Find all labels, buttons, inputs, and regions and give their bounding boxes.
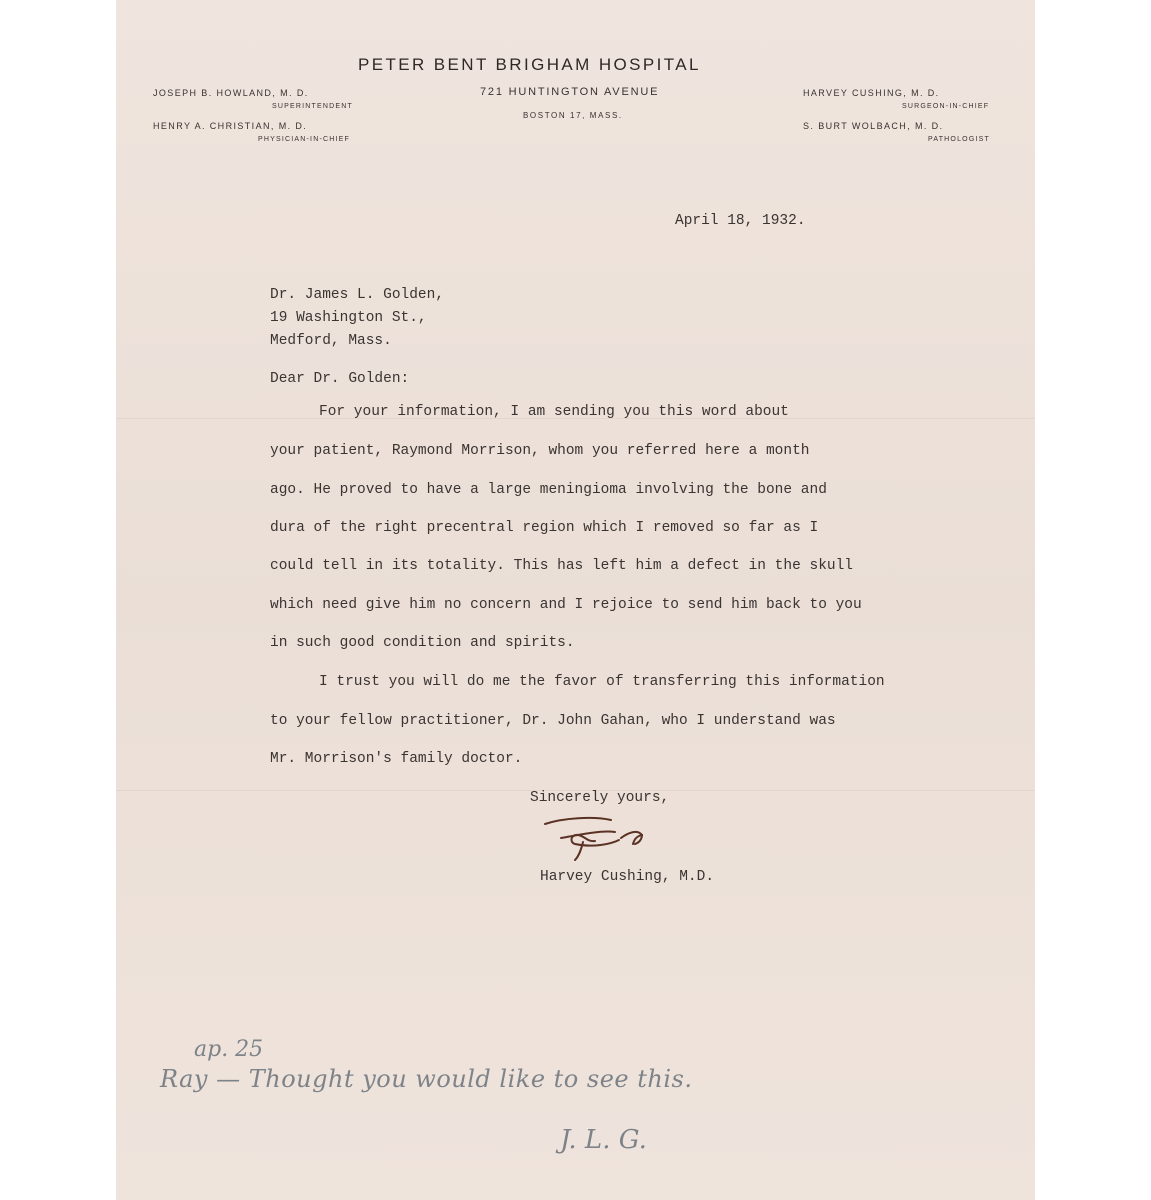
- body-line: to your fellow practitioner, Dr. John Gahan, who I understand was: [270, 713, 836, 729]
- body-line: Mr. Morrison's family doctor.: [270, 751, 523, 767]
- body-line: I trust you will do me the favor of transferring this information: [319, 674, 885, 690]
- hospital-name: PETER BENT BRIGHAM HOSPITAL: [358, 55, 701, 74]
- recipient-line: Medford, Mass.: [270, 333, 392, 349]
- body-line: which need give him no concern and I rejoice to send him back to you: [270, 597, 862, 613]
- annotation-date: ap. 25: [194, 1037, 264, 1062]
- staff-role-right-1: SURGEON-IN-CHIEF: [902, 103, 990, 110]
- annotation-note: Ray — Thought you would like to see this.: [160, 1065, 693, 1093]
- handwritten-signature: [483, 802, 643, 862]
- body-line: in such good condition and spirits.: [270, 635, 575, 651]
- letter-date: April 18, 1932.: [675, 213, 806, 229]
- body-line: your patient, Raymond Morrison, whom you referred here a month: [270, 443, 810, 459]
- closing: Sincerely yours,: [530, 790, 670, 806]
- body-line: For your information, I am sending you this word about: [319, 404, 789, 420]
- staff-role-left-1: SUPERINTENDENT: [272, 103, 353, 110]
- staff-name-right-1: HARVEY CUSHING, M. D.: [803, 88, 940, 98]
- signer-name: Harvey Cushing, M.D.: [540, 869, 715, 885]
- recipient-line: 19 Washington St.,: [270, 310, 427, 326]
- address-street: 721 HUNTINGTON AVENUE: [480, 86, 660, 98]
- body-line: could tell in its totality. This has left him a defect in the skull: [270, 558, 853, 574]
- staff-name-right-2: S. BURT WOLBACH, M. D.: [803, 121, 944, 131]
- body-line: dura of the right precentral region which I removed so far as I: [270, 520, 819, 536]
- annotation-initials: J. L. G.: [560, 1125, 647, 1155]
- recipient-line: Dr. James L. Golden,: [270, 287, 445, 303]
- body-line: ago. He proved to have a large meningioma involving the bone and: [270, 482, 827, 498]
- address-city: BOSTON 17, MASS.: [523, 111, 623, 120]
- staff-name-left-1: JOSEPH B. HOWLAND, M. D.: [153, 88, 309, 98]
- staff-role-left-2: PHYSICIAN-IN-CHIEF: [258, 136, 350, 143]
- staff-role-right-2: PATHOLOGIST: [928, 136, 990, 143]
- staff-name-left-2: HENRY A. CHRISTIAN, M. D.: [153, 121, 308, 131]
- salutation: Dear Dr. Golden:: [270, 371, 410, 387]
